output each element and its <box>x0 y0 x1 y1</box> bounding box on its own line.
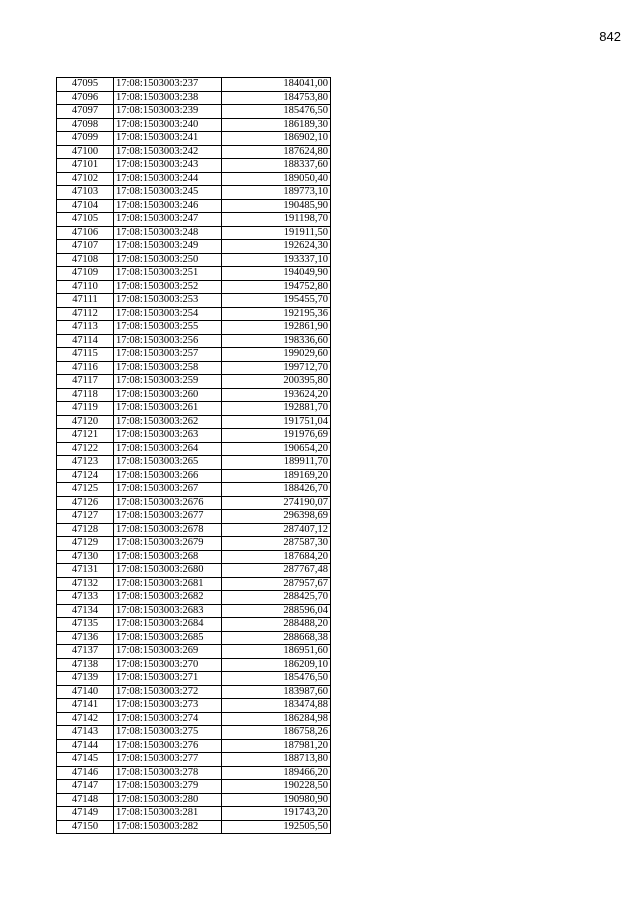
row-number-cell: 47149 <box>57 807 114 821</box>
table-row <box>57 159 331 173</box>
value-cell: 287407,12 <box>222 523 331 537</box>
table-row <box>57 793 331 807</box>
table-row <box>57 186 331 200</box>
cadastral-number-cell: 17:08:1503003:248 <box>114 226 222 240</box>
table-row <box>57 739 331 753</box>
page-number: 842 <box>599 29 621 44</box>
value-cell: 191198,70 <box>222 213 331 227</box>
row-number-cell: 47095 <box>57 78 114 92</box>
cadastral-number-cell: 17:08:1503003:276 <box>114 739 222 753</box>
value-cell: 193337,10 <box>222 253 331 267</box>
row-number-cell: 47118 <box>57 388 114 402</box>
table-body <box>57 78 331 834</box>
cadastral-number-cell: 17:08:1503003:256 <box>114 334 222 348</box>
row-number-cell: 47114 <box>57 334 114 348</box>
value-cell: 183474,88 <box>222 699 331 713</box>
row-number-cell: 47115 <box>57 348 114 362</box>
cadastral-number-cell: 17:08:1503003:250 <box>114 253 222 267</box>
cadastral-number-cell: 17:08:1503003:258 <box>114 361 222 375</box>
value-cell: 186209,10 <box>222 658 331 672</box>
cadastral-number-cell: 17:08:1503003:243 <box>114 159 222 173</box>
value-cell: 199712,70 <box>222 361 331 375</box>
table-row <box>57 483 331 497</box>
row-number-cell: 47116 <box>57 361 114 375</box>
table-row <box>57 591 331 605</box>
table-row <box>57 456 331 470</box>
value-cell: 191743,20 <box>222 807 331 821</box>
table-row <box>57 780 331 794</box>
row-number-cell: 47147 <box>57 780 114 794</box>
row-number-cell: 47113 <box>57 321 114 335</box>
table-row <box>57 105 331 119</box>
cadastral-number-cell: 17:08:1503003:2680 <box>114 564 222 578</box>
row-number-cell: 47126 <box>57 496 114 510</box>
cadastral-number-cell: 17:08:1503003:241 <box>114 132 222 146</box>
table-row <box>57 658 331 672</box>
cadastral-number-cell: 17:08:1503003:259 <box>114 375 222 389</box>
table-row <box>57 577 331 591</box>
table-row <box>57 766 331 780</box>
table-row <box>57 604 331 618</box>
value-cell: 184041,00 <box>222 78 331 92</box>
value-cell: 199029,60 <box>222 348 331 362</box>
value-cell: 287767,48 <box>222 564 331 578</box>
table-row <box>57 348 331 362</box>
value-cell: 186189,30 <box>222 118 331 132</box>
table-row <box>57 712 331 726</box>
value-cell: 287957,67 <box>222 577 331 591</box>
value-cell: 198336,60 <box>222 334 331 348</box>
row-number-cell: 47104 <box>57 199 114 213</box>
row-number-cell: 47150 <box>57 820 114 834</box>
cadastral-value-table <box>56 77 331 834</box>
cadastral-number-cell: 17:08:1503003:279 <box>114 780 222 794</box>
row-number-cell: 47136 <box>57 631 114 645</box>
row-number-cell: 47124 <box>57 469 114 483</box>
row-number-cell: 47133 <box>57 591 114 605</box>
cadastral-number-cell: 17:08:1503003:257 <box>114 348 222 362</box>
table-row <box>57 172 331 186</box>
value-cell: 192881,70 <box>222 402 331 416</box>
value-cell: 192195,36 <box>222 307 331 321</box>
cadastral-number-cell: 17:08:1503003:244 <box>114 172 222 186</box>
row-number-cell: 47105 <box>57 213 114 227</box>
row-number-cell: 47119 <box>57 402 114 416</box>
cadastral-number-cell: 17:08:1503003:273 <box>114 699 222 713</box>
table-row <box>57 78 331 92</box>
row-number-cell: 47107 <box>57 240 114 254</box>
row-number-cell: 47134 <box>57 604 114 618</box>
table-row <box>57 415 331 429</box>
table-row <box>57 91 331 105</box>
cadastral-number-cell: 17:08:1503003:254 <box>114 307 222 321</box>
row-number-cell: 47110 <box>57 280 114 294</box>
value-cell: 192861,90 <box>222 321 331 335</box>
row-number-cell: 47127 <box>57 510 114 524</box>
value-cell: 188337,60 <box>222 159 331 173</box>
table-row <box>57 253 331 267</box>
row-number-cell: 47112 <box>57 307 114 321</box>
value-cell: 190485,90 <box>222 199 331 213</box>
value-cell: 191911,50 <box>222 226 331 240</box>
table-row <box>57 820 331 834</box>
row-number-cell: 47137 <box>57 645 114 659</box>
table-row <box>57 213 331 227</box>
value-cell: 189169,20 <box>222 469 331 483</box>
table-row <box>57 550 331 564</box>
table-row <box>57 753 331 767</box>
cadastral-number-cell: 17:08:1503003:281 <box>114 807 222 821</box>
table-row <box>57 618 331 632</box>
cadastral-number-cell: 17:08:1503003:282 <box>114 820 222 834</box>
row-number-cell: 47143 <box>57 726 114 740</box>
table-row <box>57 442 331 456</box>
cadastral-number-cell: 17:08:1503003:280 <box>114 793 222 807</box>
cadastral-number-cell: 17:08:1503003:2683 <box>114 604 222 618</box>
row-number-cell: 47097 <box>57 105 114 119</box>
table-row <box>57 361 331 375</box>
row-number-cell: 47132 <box>57 577 114 591</box>
table-row <box>57 645 331 659</box>
value-cell: 190980,90 <box>222 793 331 807</box>
table-row <box>57 132 331 146</box>
row-number-cell: 47120 <box>57 415 114 429</box>
value-cell: 185476,50 <box>222 105 331 119</box>
value-cell: 296398,69 <box>222 510 331 524</box>
value-cell: 192505,50 <box>222 820 331 834</box>
table-row <box>57 429 331 443</box>
value-cell: 189911,70 <box>222 456 331 470</box>
table-row <box>57 402 331 416</box>
table-row <box>57 564 331 578</box>
row-number-cell: 47108 <box>57 253 114 267</box>
row-number-cell: 47130 <box>57 550 114 564</box>
value-cell: 186951,60 <box>222 645 331 659</box>
cadastral-number-cell: 17:08:1503003:270 <box>114 658 222 672</box>
value-cell: 189050,40 <box>222 172 331 186</box>
cadastral-number-cell: 17:08:1503003:2679 <box>114 537 222 551</box>
row-number-cell: 47122 <box>57 442 114 456</box>
value-cell: 184753,80 <box>222 91 331 105</box>
table-row <box>57 199 331 213</box>
table-row <box>57 699 331 713</box>
table-row <box>57 537 331 551</box>
row-number-cell: 47144 <box>57 739 114 753</box>
value-cell: 190228,50 <box>222 780 331 794</box>
value-cell: 187981,20 <box>222 739 331 753</box>
cadastral-number-cell: 17:08:1503003:2677 <box>114 510 222 524</box>
row-number-cell: 47129 <box>57 537 114 551</box>
row-number-cell: 47096 <box>57 91 114 105</box>
cadastral-number-cell: 17:08:1503003:2682 <box>114 591 222 605</box>
value-cell: 186284,98 <box>222 712 331 726</box>
cadastral-number-cell: 17:08:1503003:262 <box>114 415 222 429</box>
row-number-cell: 47135 <box>57 618 114 632</box>
cadastral-number-cell: 17:08:1503003:246 <box>114 199 222 213</box>
value-cell: 194049,90 <box>222 267 331 281</box>
row-number-cell: 47123 <box>57 456 114 470</box>
value-cell: 190654,20 <box>222 442 331 456</box>
cadastral-number-cell: 17:08:1503003:247 <box>114 213 222 227</box>
cadastral-number-cell: 17:08:1503003:261 <box>114 402 222 416</box>
cadastral-number-cell: 17:08:1503003:260 <box>114 388 222 402</box>
value-cell: 187684,20 <box>222 550 331 564</box>
value-cell: 186902,10 <box>222 132 331 146</box>
table-row <box>57 469 331 483</box>
table-row <box>57 267 331 281</box>
table-row <box>57 280 331 294</box>
cadastral-number-cell: 17:08:1503003:272 <box>114 685 222 699</box>
cadastral-number-cell: 17:08:1503003:240 <box>114 118 222 132</box>
table-row <box>57 375 331 389</box>
value-cell: 191751,04 <box>222 415 331 429</box>
value-cell: 187624,80 <box>222 145 331 159</box>
table-row <box>57 294 331 308</box>
cadastral-number-cell: 17:08:1503003:266 <box>114 469 222 483</box>
row-number-cell: 47125 <box>57 483 114 497</box>
row-number-cell: 47109 <box>57 267 114 281</box>
value-cell: 288425,70 <box>222 591 331 605</box>
table-row <box>57 672 331 686</box>
row-number-cell: 47138 <box>57 658 114 672</box>
row-number-cell: 47099 <box>57 132 114 146</box>
cadastral-number-cell: 17:08:1503003:251 <box>114 267 222 281</box>
row-number-cell: 47141 <box>57 699 114 713</box>
value-cell: 274190,07 <box>222 496 331 510</box>
table-row <box>57 118 331 132</box>
row-number-cell: 47145 <box>57 753 114 767</box>
cadastral-number-cell: 17:08:1503003:255 <box>114 321 222 335</box>
row-number-cell: 47111 <box>57 294 114 308</box>
table-row <box>57 240 331 254</box>
value-cell: 287587,30 <box>222 537 331 551</box>
cadastral-number-cell: 17:08:1503003:265 <box>114 456 222 470</box>
table-row <box>57 496 331 510</box>
row-number-cell: 47106 <box>57 226 114 240</box>
table-row <box>57 226 331 240</box>
table-row <box>57 631 331 645</box>
cadastral-number-cell: 17:08:1503003:2681 <box>114 577 222 591</box>
cadastral-number-cell: 17:08:1503003:2685 <box>114 631 222 645</box>
row-number-cell: 47128 <box>57 523 114 537</box>
value-cell: 288488,20 <box>222 618 331 632</box>
cadastral-number-cell: 17:08:1503003:269 <box>114 645 222 659</box>
cadastral-number-cell: 17:08:1503003:245 <box>114 186 222 200</box>
table-row <box>57 388 331 402</box>
cadastral-number-cell: 17:08:1503003:252 <box>114 280 222 294</box>
row-number-cell: 47102 <box>57 172 114 186</box>
value-cell: 194752,80 <box>222 280 331 294</box>
value-cell: 288668,38 <box>222 631 331 645</box>
cadastral-number-cell: 17:08:1503003:238 <box>114 91 222 105</box>
value-cell: 188426,70 <box>222 483 331 497</box>
row-number-cell: 47100 <box>57 145 114 159</box>
cadastral-number-cell: 17:08:1503003:277 <box>114 753 222 767</box>
table-row <box>57 726 331 740</box>
cadastral-number-cell: 17:08:1503003:237 <box>114 78 222 92</box>
row-number-cell: 47148 <box>57 793 114 807</box>
value-cell: 200395,80 <box>222 375 331 389</box>
value-cell: 288596,04 <box>222 604 331 618</box>
value-cell: 191976,69 <box>222 429 331 443</box>
cadastral-number-cell: 17:08:1503003:264 <box>114 442 222 456</box>
value-cell: 193624,20 <box>222 388 331 402</box>
cadastral-number-cell: 17:08:1503003:253 <box>114 294 222 308</box>
table-row <box>57 807 331 821</box>
value-cell: 186758,26 <box>222 726 331 740</box>
value-cell: 188713,80 <box>222 753 331 767</box>
row-number-cell: 47101 <box>57 159 114 173</box>
cadastral-number-cell: 17:08:1503003:249 <box>114 240 222 254</box>
cadastral-number-cell: 17:08:1503003:263 <box>114 429 222 443</box>
cadastral-number-cell: 17:08:1503003:2676 <box>114 496 222 510</box>
value-cell: 192624,30 <box>222 240 331 254</box>
row-number-cell: 47139 <box>57 672 114 686</box>
value-cell: 189466,20 <box>222 766 331 780</box>
cadastral-number-cell: 17:08:1503003:2684 <box>114 618 222 632</box>
value-cell: 183987,60 <box>222 685 331 699</box>
row-number-cell: 47103 <box>57 186 114 200</box>
table-row <box>57 523 331 537</box>
row-number-cell: 47121 <box>57 429 114 443</box>
row-number-cell: 47140 <box>57 685 114 699</box>
table-row <box>57 334 331 348</box>
row-number-cell: 47146 <box>57 766 114 780</box>
table-row <box>57 145 331 159</box>
cadastral-number-cell: 17:08:1503003:268 <box>114 550 222 564</box>
cadastral-number-cell: 17:08:1503003:274 <box>114 712 222 726</box>
row-number-cell: 47098 <box>57 118 114 132</box>
table-row <box>57 321 331 335</box>
value-cell: 189773,10 <box>222 186 331 200</box>
cadastral-number-cell: 17:08:1503003:267 <box>114 483 222 497</box>
table-row <box>57 510 331 524</box>
cadastral-number-cell: 17:08:1503003:239 <box>114 105 222 119</box>
value-cell: 195455,70 <box>222 294 331 308</box>
table-row <box>57 307 331 321</box>
cadastral-number-cell: 17:08:1503003:2678 <box>114 523 222 537</box>
cadastral-number-cell: 17:08:1503003:278 <box>114 766 222 780</box>
cadastral-number-cell: 17:08:1503003:271 <box>114 672 222 686</box>
row-number-cell: 47131 <box>57 564 114 578</box>
cadastral-number-cell: 17:08:1503003:275 <box>114 726 222 740</box>
table-row <box>57 685 331 699</box>
cadastral-number-cell: 17:08:1503003:242 <box>114 145 222 159</box>
row-number-cell: 47117 <box>57 375 114 389</box>
row-number-cell: 47142 <box>57 712 114 726</box>
value-cell: 185476,50 <box>222 672 331 686</box>
